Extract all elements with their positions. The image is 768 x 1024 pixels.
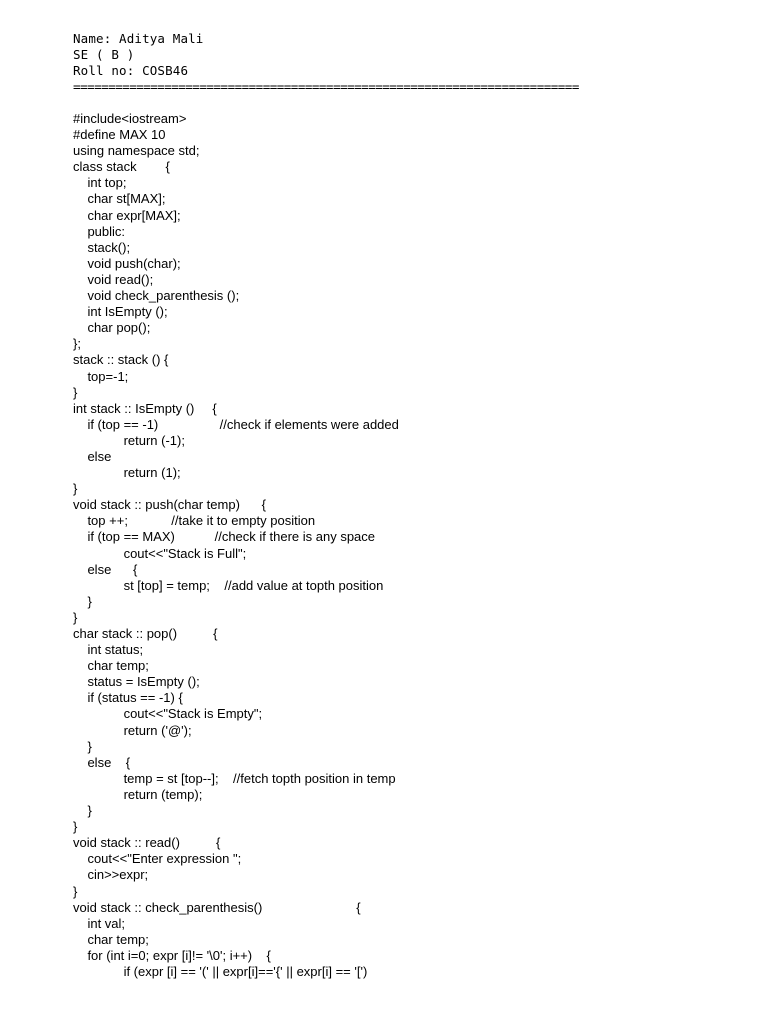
- code-line: else {: [73, 561, 138, 577]
- code-line: void stack :: check_parenthesis() {: [73, 899, 361, 915]
- code-line: int status;: [73, 642, 144, 658]
- code-line: if (expr [i] == '(' || expr[i]=='{' || expr[i] == '['): [73, 963, 368, 979]
- code-line: #include<iostream>: [73, 111, 187, 126]
- roll-number: Roll no: COSB46: [73, 63, 189, 78]
- code-line: for (int i=0; expr [i]!= '\0'; i++) {: [73, 947, 271, 963]
- code-line: void read();: [73, 271, 154, 287]
- code-line: void push(char);: [73, 255, 181, 271]
- code-line: }: [73, 593, 92, 609]
- code-line: char pop();: [73, 320, 151, 336]
- code-line: cout<<"Enter expression ";: [73, 851, 242, 867]
- code-line: return (-1);: [73, 432, 185, 448]
- code-line: void stack :: push(char temp) {: [73, 497, 266, 513]
- code-line: return (temp);: [73, 786, 203, 802]
- code-line: int val;: [73, 915, 126, 931]
- code-line: stack();: [73, 239, 131, 255]
- code-line: cout<<"Stack is Empty";: [73, 706, 263, 722]
- code-line: };: [73, 336, 81, 352]
- code-line: int top;: [73, 175, 127, 191]
- separator-line: ========================================================================: [73, 79, 579, 94]
- code-line: }: [73, 738, 92, 754]
- code-line: char stack :: pop() {: [73, 626, 218, 641]
- code-line: char expr[MAX];: [73, 207, 181, 223]
- code-line: char temp;: [73, 658, 149, 674]
- code-line: return ('@');: [73, 722, 192, 738]
- code-line: cout<<"Stack is Full";: [73, 545, 247, 561]
- code-line: stack :: stack () {: [73, 352, 169, 368]
- code-line: return (1);: [73, 465, 181, 481]
- code-line: void check_parenthesis ();: [73, 288, 240, 304]
- code-line: if (top == -1) //check if elements were added: [73, 416, 399, 432]
- code-line: cin>>expr;: [73, 867, 149, 883]
- code-line: st [top] = temp; //add value at topth position: [73, 577, 384, 593]
- code-line: }: [73, 883, 78, 899]
- code-line: void stack :: read() {: [73, 835, 221, 851]
- blank-line: [73, 95, 753, 111]
- code-line: else: [73, 448, 112, 464]
- code-line: }: [73, 803, 92, 819]
- code-line: top ++; //take it to empty position: [73, 513, 316, 529]
- code-line: class stack {: [73, 159, 170, 175]
- code-line: if (status == -1) {: [73, 690, 183, 706]
- code-line: int stack :: IsEmpty () {: [73, 400, 217, 416]
- code-line: char st[MAX];: [73, 191, 166, 207]
- document-page: [73, 31, 753, 980]
- code-line: public:: [73, 223, 126, 239]
- code-line: temp = st [top--]; //fetch topth position in temp: [73, 770, 396, 786]
- code-line: if (top == MAX) //check if there is any space: [73, 529, 376, 545]
- code-line: else {: [73, 754, 131, 770]
- code-line: #define MAX 10: [73, 127, 166, 143]
- student-name: Name: Aditya Mali: [73, 31, 204, 46]
- code-line: }: [73, 819, 78, 835]
- code-block: [73, 111, 753, 980]
- code-line: }: [73, 481, 78, 497]
- code-line: using namespace std;: [73, 143, 200, 159]
- code-line: }: [73, 609, 78, 625]
- code-line: char temp;: [73, 931, 149, 947]
- student-class: SE ( B ): [73, 47, 135, 62]
- code-line: top=-1;: [73, 368, 129, 384]
- code-line: status = IsEmpty ();: [73, 674, 200, 690]
- code-line: int IsEmpty ();: [73, 304, 168, 320]
- code-line: }: [73, 384, 78, 400]
